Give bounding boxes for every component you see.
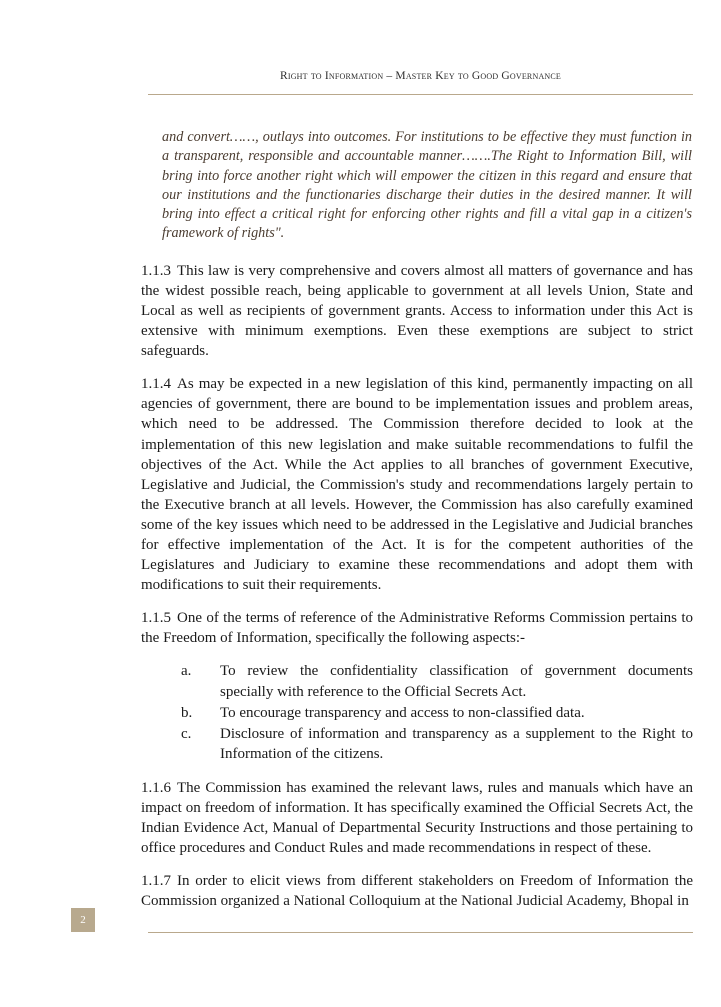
- paragraph-text: One of the terms of reference of the Administrative Reforms Commission pertains to the Freedom of Information, specifically the following aspects:-: [141, 610, 693, 647]
- paragraph-1-1-7: [141, 871, 693, 911]
- list-item: [141, 661, 693, 701]
- terms-of-reference-list: [141, 661, 693, 763]
- footer-divider: [148, 932, 693, 933]
- paragraph-text: In order to elicit views from different stakeholders on Freedom of Information the Commission organized a National Colloquium at the National Judicial Academy, Bhopal in: [141, 873, 693, 910]
- page-number: 2: [71, 908, 95, 932]
- paragraph-number: 1.1.7: [141, 873, 171, 890]
- paragraph-number: 1.1.4: [141, 376, 171, 393]
- list-item-marker: a.: [181, 663, 192, 680]
- header-divider: [148, 94, 693, 95]
- paragraph-text: As may be expected in a new legislation of this kind, permanently impacting on all agencies of government, there are bound to be implementation issues and problem areas, which need to be addressed. The Commission therefore decided to look at the implementation of this new legislation and make suitable recommendations to fulfil the objectives of the Act. While the Act applies to all branches of government Executive, Legislative and Judicial, the Commission's study and recommendations largely pertain to the Executive branch at all levels. However, the Commission has also carefully examined some of the key issues which need to be addressed in the Legislative and Judicial branches for effective implementation of the Act. It is for the competent authorities of the Legislatures and Judiciary to examine these recommendations and adopt them with modifications to suit their requirements.: [141, 376, 693, 594]
- paragraph-1-1-4: [141, 374, 693, 595]
- paragraph-number: 1.1.5: [141, 610, 171, 627]
- list-item-text: Disclosure of information and transparency as a supplement to the Right to Information of the citizens.: [220, 725, 693, 762]
- paragraph-text: The Commission has examined the relevant laws, rules and manuals which have an impact on freedom of information. It has specifically examined the Official Secrets Act, the Indian Evidence Act, Manual of Departmental Security Instructions and those pertaining to office procedures and Conduct Rules and made recommendations in respect of these.: [141, 779, 693, 857]
- paragraph-number: 1.1.3: [141, 262, 171, 279]
- block-quote: and convert……, outlays into outcomes. For institutions to be effective they must function in a transparent, responsible and accountable manner…….The Right to Information Bill, will bring into force another right which will empower the citizen in this regard and ensure that our institutions and the functionaries discharge their duties in the desired manner. It will bring into effect a critical right for enforcing other rights and fill a vital gap in a citizen's framework of rights".: [162, 129, 692, 242]
- page-header: [148, 70, 693, 82]
- list-item-marker: c.: [181, 725, 192, 742]
- paragraph-number: 1.1.6: [141, 779, 171, 796]
- paragraph-1-1-6: [141, 778, 693, 858]
- paragraph-1-1-3: [141, 261, 693, 361]
- list-item-marker: b.: [181, 704, 193, 721]
- list-item-text: To encourage transparency and access to non-classified data.: [220, 704, 585, 721]
- paragraph-text: This law is very comprehensive and covers almost all matters of governance and has the widest possible reach, being applicable to government at all levels Union, State and Local as well as recipients of government grants. Access to information under this Act is extensive with minimum exemptions. Even these exemptions are subject to strict safeguards.: [141, 262, 693, 360]
- running-title: Right to Information – Master Key to Good Governance: [279, 70, 562, 82]
- list-item: [141, 724, 693, 764]
- list-item: [141, 703, 693, 723]
- list-item-text: To review the confidentiality classification of government documents specially with reference to the Official Secrets Act.: [220, 663, 693, 700]
- page-body: [141, 128, 693, 925]
- paragraph-1-1-5: [141, 608, 693, 648]
